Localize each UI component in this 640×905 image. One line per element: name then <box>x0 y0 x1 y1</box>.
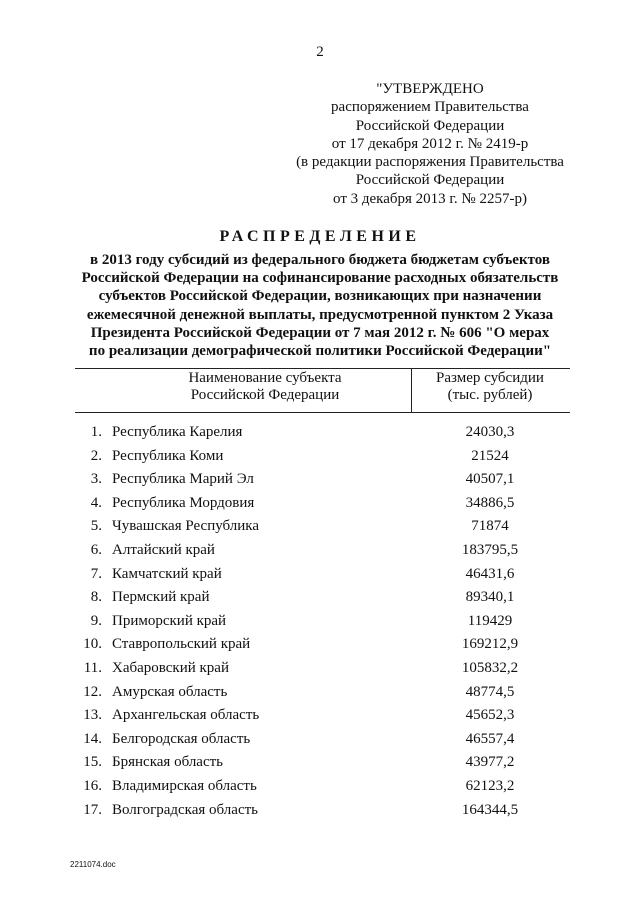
file-reference: 2211074.doc <box>70 860 116 869</box>
region-name: Владимирская область <box>112 778 257 794</box>
table-row <box>0 467 640 491</box>
region-name: Амурская область <box>112 683 228 700</box>
region-name: Пермский край <box>112 589 210 606</box>
row-number: 9. <box>90 612 102 629</box>
approval-line: от 3 декабря 2013 г. № 2257-р) <box>333 190 527 207</box>
subsidy-amount: 34886,5 <box>465 494 515 511</box>
table-row <box>0 727 640 751</box>
region-name: Ставропольский край <box>112 636 251 653</box>
approval-line: от 17 декабря 2012 г. № 2419-р <box>331 135 529 152</box>
region-name: Брянская область <box>112 754 224 771</box>
row-number: 2. <box>90 447 102 464</box>
region-name: Чувашская Республика <box>112 518 260 535</box>
row-number: 7. <box>90 565 102 582</box>
row-number: 3. <box>90 471 102 488</box>
approval-line: распоряжением Правительства <box>331 99 529 116</box>
approval-line: "УТВЕРЖДЕНО <box>376 81 484 97</box>
table-row <box>0 774 640 798</box>
row-number: 15. <box>83 754 102 771</box>
subsidy-amount: 89340,1 <box>465 589 515 606</box>
region-name: Волгоградская область <box>112 801 258 818</box>
subtitle-line: субъектов Российской Федерации, возникающих при назначении <box>98 288 542 305</box>
approval-block <box>260 80 600 208</box>
subtitle-line: Российской Федерации на софинансирование расходных обязательств <box>81 270 559 287</box>
table-row <box>0 538 640 562</box>
approval-line: (в редакции распоряжения Правительства <box>296 154 564 171</box>
table-row <box>0 562 640 586</box>
subsidy-amount: 62123,2 <box>465 778 515 794</box>
row-number: 11. <box>83 660 102 676</box>
subsidy-amount: 21524 <box>471 447 509 464</box>
row-number: 4. <box>90 494 102 511</box>
subtitle-line: Президента Российской Федерации от 7 мая 2012 г. № 606 "О мерах <box>90 324 550 341</box>
table-row <box>0 632 640 656</box>
row-number: 12. <box>83 683 102 700</box>
table-row <box>0 680 640 704</box>
table-top-rule <box>75 368 570 369</box>
subsidy-amount: 45652,3 <box>465 707 515 724</box>
subsidy-amount: 40507,1 <box>465 471 515 488</box>
table-row <box>0 609 640 633</box>
approval-line: Российской Федерации <box>355 172 505 189</box>
region-name: Алтайский край <box>112 542 215 558</box>
region-name: Республика Марий Эл <box>112 471 254 488</box>
column-header-region-line1: Наименование субъекта <box>188 370 342 386</box>
table-row <box>0 491 640 515</box>
document-title: РАСПРЕДЕЛЕНИЕ <box>219 228 421 245</box>
region-name: Республика Мордовия <box>112 494 255 511</box>
subsidy-amount: 24030,3 <box>465 424 515 440</box>
table-row <box>0 514 640 538</box>
region-name: Белгородская область <box>112 730 251 747</box>
subsidy-amount: 46431,6 <box>465 565 515 582</box>
row-number: 8. <box>90 589 102 606</box>
subtitle-line: в 2013 году субсидий из федерального бюджета бюджетам субъектов <box>90 252 550 268</box>
table-row <box>0 656 640 680</box>
subsidy-amount: 46557,4 <box>465 730 515 747</box>
row-number: 16. <box>83 778 102 794</box>
document-subtitle <box>70 251 570 360</box>
row-number: 1. <box>90 424 102 440</box>
column-header-subsidy <box>420 370 560 404</box>
subsidy-amount: 164344,5 <box>461 801 519 818</box>
column-header-subsidy-line2: (тыс. рублей) <box>447 387 533 403</box>
column-header-region-line2: Российской Федерации <box>190 387 340 403</box>
subsidy-amount: 48774,5 <box>465 683 515 700</box>
region-name: Камчатский край <box>112 565 222 582</box>
row-number: 6. <box>90 542 102 558</box>
page-number: 2 <box>316 44 324 60</box>
region-name: Хабаровский край <box>112 660 229 676</box>
row-number: 10. <box>83 636 102 653</box>
row-number: 5. <box>90 518 102 535</box>
region-name: Республика Коми <box>112 447 224 464</box>
approval-line: Российской Федерации <box>355 117 505 134</box>
region-name: Приморский край <box>112 612 227 629</box>
subsidy-amount: 71874 <box>471 518 509 535</box>
region-name: Республика Карелия <box>112 424 243 440</box>
row-number: 14. <box>83 730 102 747</box>
table-row <box>0 420 640 444</box>
subtitle-line: по реализации демографической политики Российской Федерации" <box>88 343 552 360</box>
subsidy-amount: 43977,2 <box>465 754 515 771</box>
table-row <box>0 585 640 609</box>
table-row <box>0 703 640 727</box>
row-number: 13. <box>83 707 102 724</box>
region-name: Архангельская область <box>112 707 260 724</box>
column-header-subsidy-line1: Размер субсидии <box>436 370 544 386</box>
subtitle-line: ежемесячной денежной выплаты, предусмотренной пунктом 2 Указа <box>86 306 554 323</box>
row-number: 17. <box>83 801 102 818</box>
table-column-separator <box>411 368 412 412</box>
subsidy-amount: 105832,2 <box>461 660 519 676</box>
table-row <box>0 444 640 468</box>
column-header-region <box>140 370 390 404</box>
subsidy-amount: 183795,5 <box>461 542 519 558</box>
subsidy-amount: 169212,9 <box>461 636 519 653</box>
table-row <box>0 798 640 822</box>
subsidy-amount: 119429 <box>467 612 513 629</box>
table-row <box>0 750 640 774</box>
table-header-rule <box>75 412 570 413</box>
